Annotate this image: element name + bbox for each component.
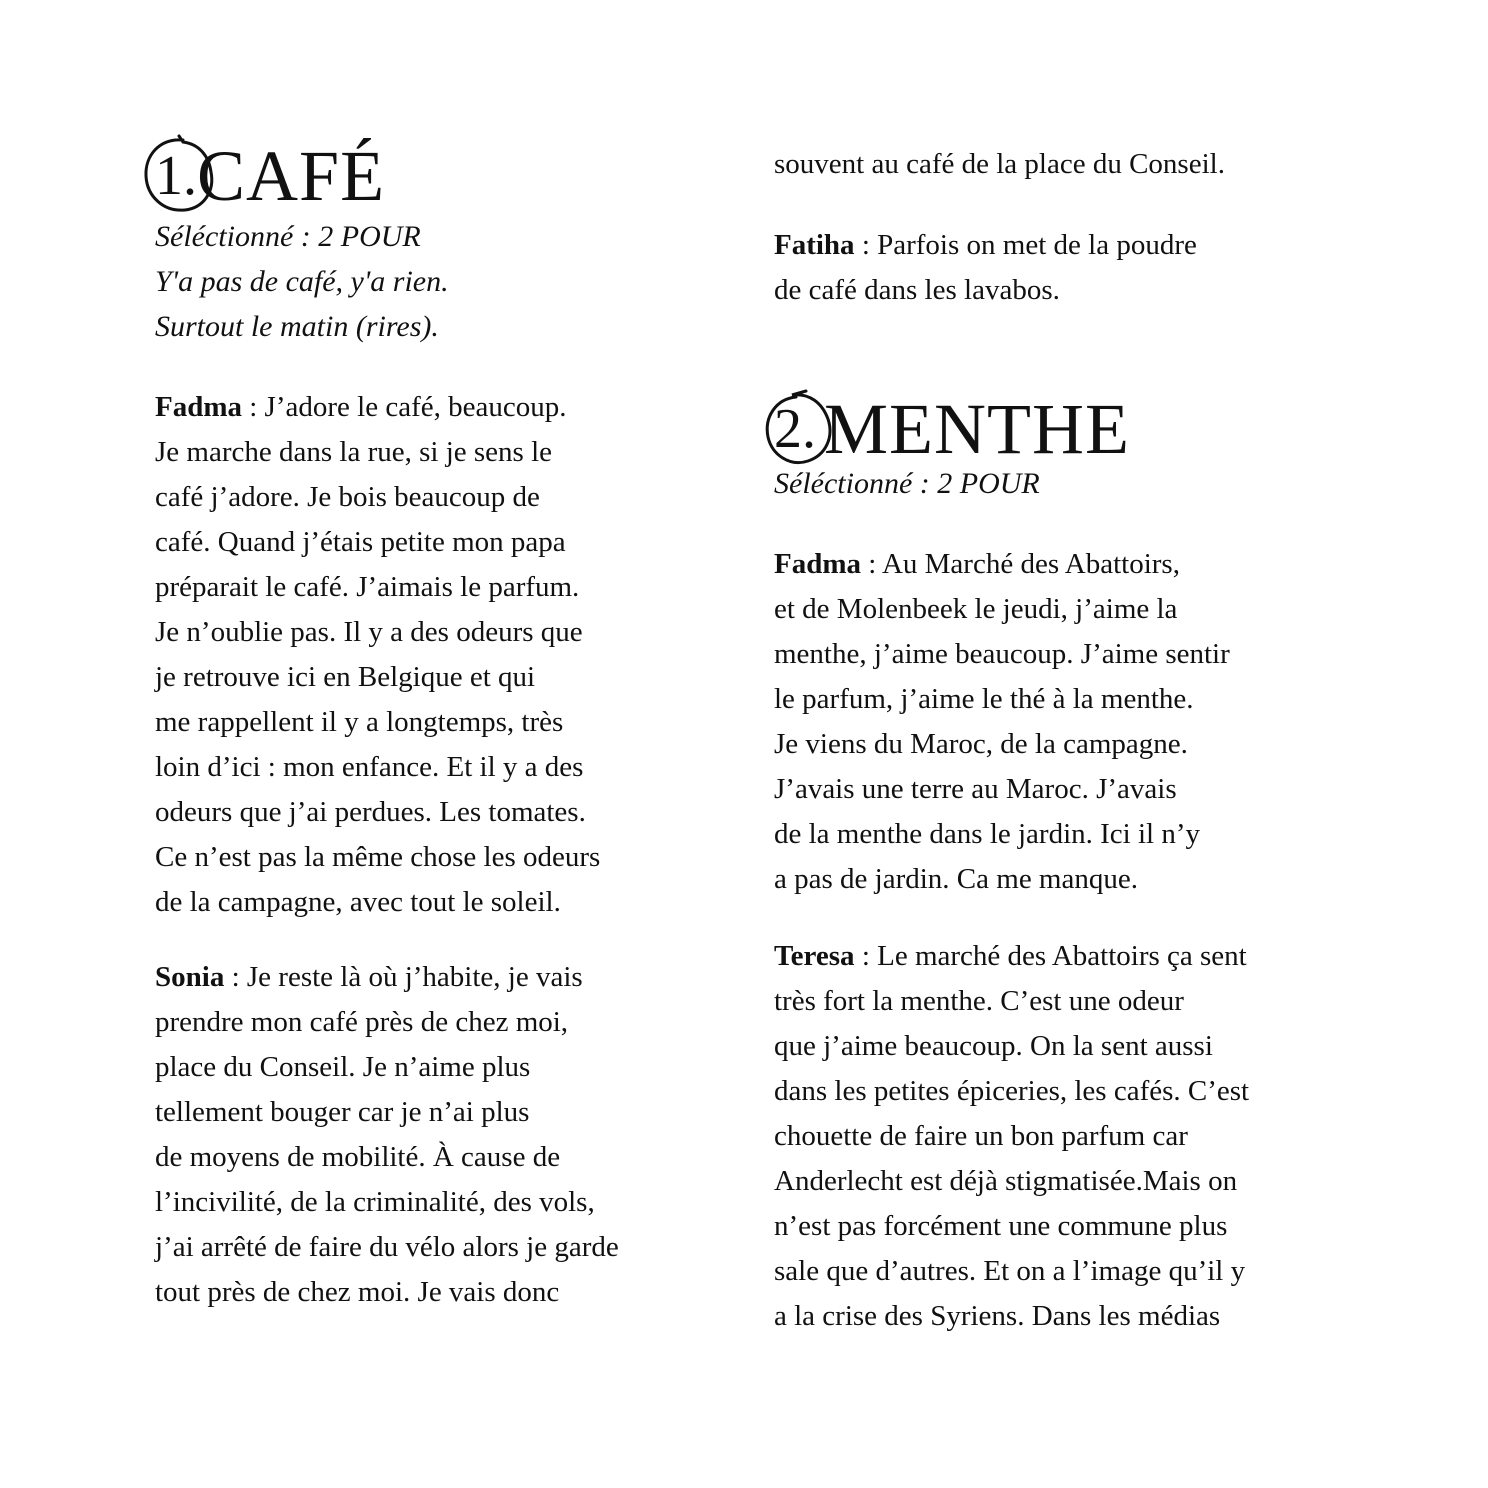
section-heading-cafe (155, 136, 715, 216)
cafe-quote: Y'a pas de café, y'a rien. Surtout le matin (rires). (155, 265, 449, 343)
section-heading-menthe (774, 389, 1374, 469)
speaker-name: Fadma (155, 391, 242, 423)
section-title-cafe: CAFÉ (197, 136, 386, 216)
speaker-name: Teresa (774, 940, 855, 972)
selection-note: Séléctionné : 2 POUR (774, 467, 1040, 500)
fatiha-paragraph: Fatiha : Parfois on met de la poudre de café dans les lavabos. (774, 229, 1197, 306)
fadma-paragraph: Fadma : J’adore le café, beaucoup. Je marche dans la rue, si je sens le café j’adore. Je bois beaucoup de café. Quand j’étais petite mon papa préparait le café. J’aimais le parfum. Je n’oublie pas. Il y a des odeurs que je retrouve ici en Belgique et qui me rappellent il y a longtemps, très loin d’ici : mon enfance. Et il y a des odeurs que j’ai perdues. Les tomates. Ce n’est pas la même chose les odeurs de la campagne, avec tout le soleil. (155, 391, 601, 918)
section-number-2: 2. (774, 401, 816, 457)
selection-note: Séléctionné : 2 POUR (155, 220, 421, 253)
speaker-name: Fatiha (774, 229, 855, 261)
hand-drawn-circle-icon (143, 134, 215, 216)
speaker-name: Fadma (774, 548, 861, 580)
left-column (155, 136, 715, 1315)
section-title-menthe: MENTHE (824, 389, 1130, 469)
teresa-paragraph: Teresa : Le marché des Abattoirs ça sent très fort la menthe. C’est une odeur que j’aime beaucoup. On la sent aussi dans les petites épiceries, les cafés. C’est chouette de faire un bon parfum car Anderlecht est déjà stigmatisée.Mais on n’est pas forcément une commune plus sale que d’autres. Et on a l’image qu’il y a la crise des Syriens. Dans les médias (774, 940, 1250, 1332)
right-column (774, 142, 1374, 1339)
speaker-name: Sonia (155, 961, 225, 993)
section-number-1: 1. (155, 148, 197, 204)
fadma-paragraph: Fadma : Au Marché des Abattoirs, et de Molenbeek le jeudi, j’aime la menthe, j’aime beaucoup. J’aime sentir le parfum, j’aime le thé à la menthe. Je viens du Maroc, de la campagne. J’avais une terre au Maroc. J’avais de la menthe dans le jardin. Ici il n’y a pas de jardin. Ca me manque. (774, 548, 1230, 895)
continued-text: souvent au café de la place du Conseil. (774, 148, 1225, 180)
sonia-paragraph: Sonia : Je reste là où j’habite, je vais prendre mon café près de chez moi, place du Conseil. Je n’aime plus tellement bouger car je n’ai plus de moyens de mobilité. À cause de l’incivilité, de la criminalité, des vols, j’ai arrêté de faire du vélo alors je garde tout près de chez moi. Je vais donc (155, 961, 619, 1308)
hand-drawn-circle-icon (762, 387, 834, 469)
